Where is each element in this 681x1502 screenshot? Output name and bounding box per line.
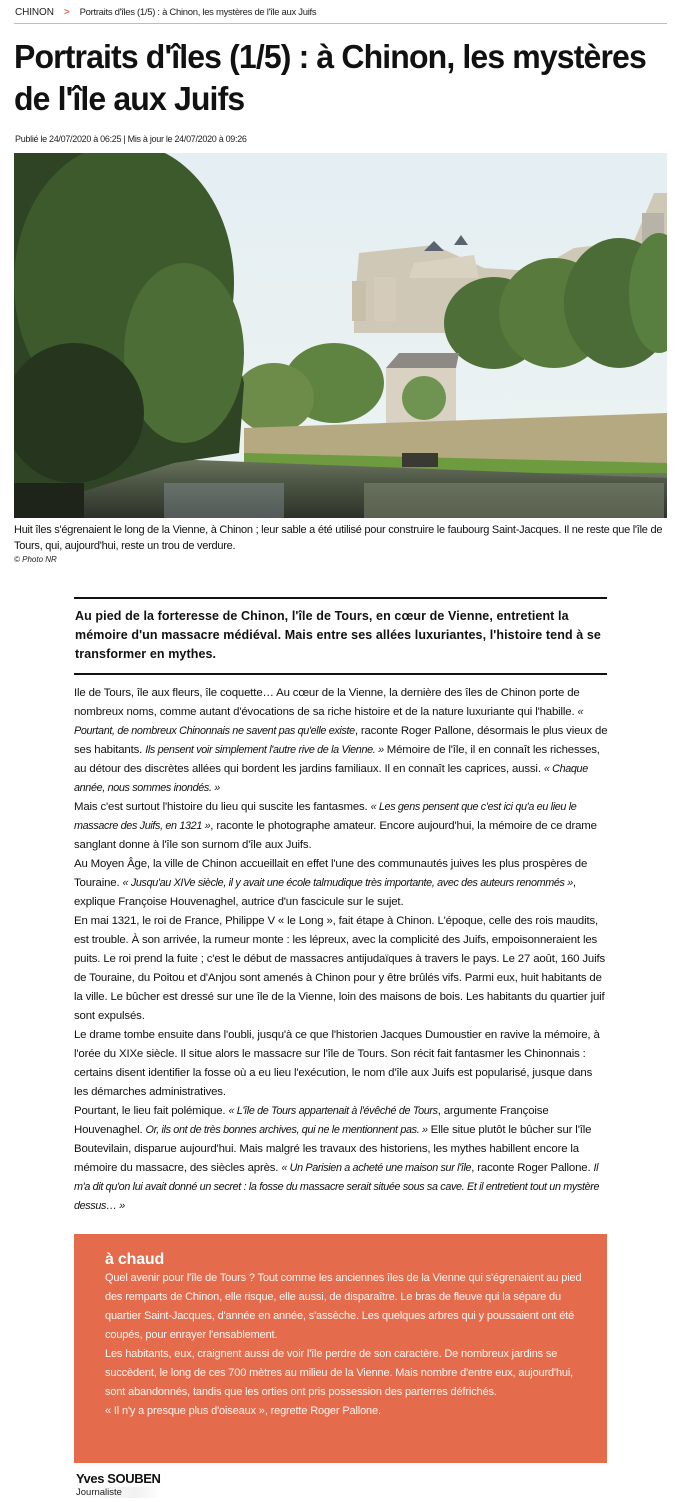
photo-credit: © Photo NR [14, 555, 57, 564]
article-photo[interactable] [14, 153, 667, 518]
author-byline[interactable] [76, 1471, 161, 1498]
quote: Ils pensent voir simplement l'autre rive de la Vienne. » [145, 744, 384, 756]
breadcrumb-link-chinon[interactable]: CHINON [15, 7, 54, 18]
a-chaud-heading: à chaud [105, 1251, 165, 1268]
chevron-right-icon: > [63, 7, 70, 18]
author-name[interactable]: Yves SOUBEN [76, 1471, 161, 1486]
a-chaud-box [74, 1234, 607, 1463]
photo-river-chinon [14, 153, 667, 518]
quote: « Pourtant, de nombreux Chinonnais ne savent pas qu'elle existe [74, 706, 584, 737]
breadcrumb-current: Portraits d'îles (1/5) : à Chinon, les mystères de l'île aux Juifs [79, 7, 317, 18]
photo-caption: Huit îles s'égrenaient le long de la Vienne, à Chinon ; leur sable a été utilisé pour construire le faubourg Saint-Jacques. Il ne reste que l'île de Tours, qui, aujourd'hui, reste un trou de verdure. [14, 524, 663, 552]
paragraph: Le drame tombe ensuite dans l'oubli, jusqu'à ce que l'historien Jacques Dumoustier en ravive la mémoire, à l'orée du XIXe siècle. Il situe alors le massacre sur l'île de Tours. Son récit fait fantasmer les Chinonnais : certains disent identifier la fosse où a eu lieu l'exécution, le nom d'île aux Juifs est popularisé, jusque dans les démarches administratives. [74, 1029, 600, 1098]
article-meta-dates: Publié le 24/07/2020 à 06:25 | Mis à jour le 24/07/2020 à 09:26 [15, 134, 247, 144]
quote: « L'île de Tours appartenait à l'évêché de Tours [228, 1105, 438, 1117]
article-title: Portraits d'îles (1/5) : à Chinon, les mystères de l'île aux Juifs [14, 38, 646, 117]
quote: « Un Parisien a acheté une maison sur l'île [281, 1162, 472, 1174]
author-role: Journaliste [76, 1487, 161, 1498]
a-chaud-paragraph: Les habitants, eux, craignent aussi de voir l'île perdre de son caractère. De nombreux jardins se succèdent, le long de ces 700 mètres au milieu de la Vienne. Mais nombre d'entre eux, aujourd'hui, sont abandonnés, tandis que les orties ont pris possession des parterres défrichés. [105, 1348, 574, 1398]
quote: « Jusqu'au XIVe siècle, il y avait une école talmudique très importante, avec des auteurs renommés » [122, 877, 573, 889]
paragraph: Ile de Tours, île aux fleurs, île coquette… Au cœur de la Vienne, la dernière des îles de Chinon porte de nombreux noms, comme autant d'évocations de sa riche histoire et de la nature luxuriante qui l'habille. « Pourtant, de nombreux Chinonnais ne savent pas qu'elle existe, raconte Roger Pallone, désormais le plus vieux de ses habitants. Ils pensent voir simplement l'autre rive de la Vienne. » Mémoire de l'île, il en connaît les richesses, au détour des discrètes allées qui bordent les jardins familiaux. Il en connaît les caprices, aussi. « Chaque année, nous sommes inondés. » [74, 687, 608, 794]
quote: Il m'a dit qu'on lui avait donné un secret : la fosse du massacre serait située sous sa cave. Et il entretient tout un mystère dessus… » [74, 1162, 600, 1212]
article-body [74, 684, 609, 1216]
article-lead: Au pied de la forteresse de Chinon, l'île de Tours, en cœur de Vienne, entretient la mémoire d'un massacre médiéval. Mais entre ses allées luxuriantes, l'histoire tend à se transformer en mythes. [74, 597, 607, 675]
paragraph: Mais c'est surtout l'histoire du lieu qui suscite les fantasmes. « Les gens pensent que c'est ici qu'a eu lieu le massacre des Juifs, en 1321 », raconte le photographe amateur. Encore aujourd'hui, la mémoire de ce drame sanglant donne à l'île son surnom d'île aux Juifs. [74, 801, 597, 851]
paragraph: Pourtant, le lieu fait polémique. « L'île de Tours appartenait à l'évêché de Tours, argumente Françoise Houvenaghel. Or, ils ont de très bonnes archives, qui ne le mentionnent pas. » Elle situe plutôt le bûcher sur l'île Boutevilain, disparue aujourd'hui. Mais malgré les travaux des historiens, les mythes habillent encore la mémoire du massacre, des siècles après. « Un Parisien a acheté une maison sur l'île, raconte Roger Pallone. Il m'a dit qu'on lui avait donné un secret : la fosse du massacre serait située sous sa cave. Et il entretient tout un mystère dessus… » [74, 1105, 600, 1212]
quote: « Les gens pensent que c'est ici qu'a eu lieu le massacre des Juifs, en 1321 » [74, 801, 577, 832]
breadcrumb [14, 7, 667, 24]
quote: Or, ils ont de très bonnes archives, qui ne le mentionnent pas. » [145, 1124, 428, 1136]
quote: « Chaque année, nous sommes inondés. » [74, 763, 588, 794]
paragraph: En mai 1321, le roi de France, Philippe V « le Long », fait étape à Chinon. L'époque, celle des rois maudits, est trouble. À son arrivée, la rumeur monte : les lépreux, avec la complicité des Juifs, empoisonneraient les puits. Le roi prend la fuite ; c'est le début de massacres antijudaïques à travers le pays. Le 27 août, 160 Juifs de Touraine, du Poitou et d'Anjou sont amenés à Chinon pour y être brûlés vifs. Parmi eux, huit habitants de la ville. Le bûcher est dressé sur une île de la Vienne, loin des maisons de bois. Les habitants du quartier juif sont expulsés. [74, 915, 606, 1022]
a-chaud-paragraph: « Il n'y a presque plus d'oiseaux », regrette Roger Pallone. [105, 1405, 381, 1417]
paragraph: Au Moyen Âge, la ville de Chinon accueillait en effet l'une des communautés juives les plus prospères de Touraine. « Jusqu'au XIVe siècle, il y avait une école talmudique très importante, avec des auteurs renommés », explique Françoise Houvenaghel, autrice d'un fascicule sur le sujet. [74, 858, 588, 908]
a-chaud-paragraph: Quel avenir pour l'île de Tours ? Tout comme les anciennes îles de la Vienne qui s'égrenaient au pied des remparts de Chinon, elle risque, elle aussi, de disparaître. Le bras de fleuve qui la sépare du quartier Saint-Jacques, d'année en année, s'assèche. Les quelques arbres qui y poussaient ont été coupés, pour enrayer l'ensablement. [105, 1272, 582, 1341]
